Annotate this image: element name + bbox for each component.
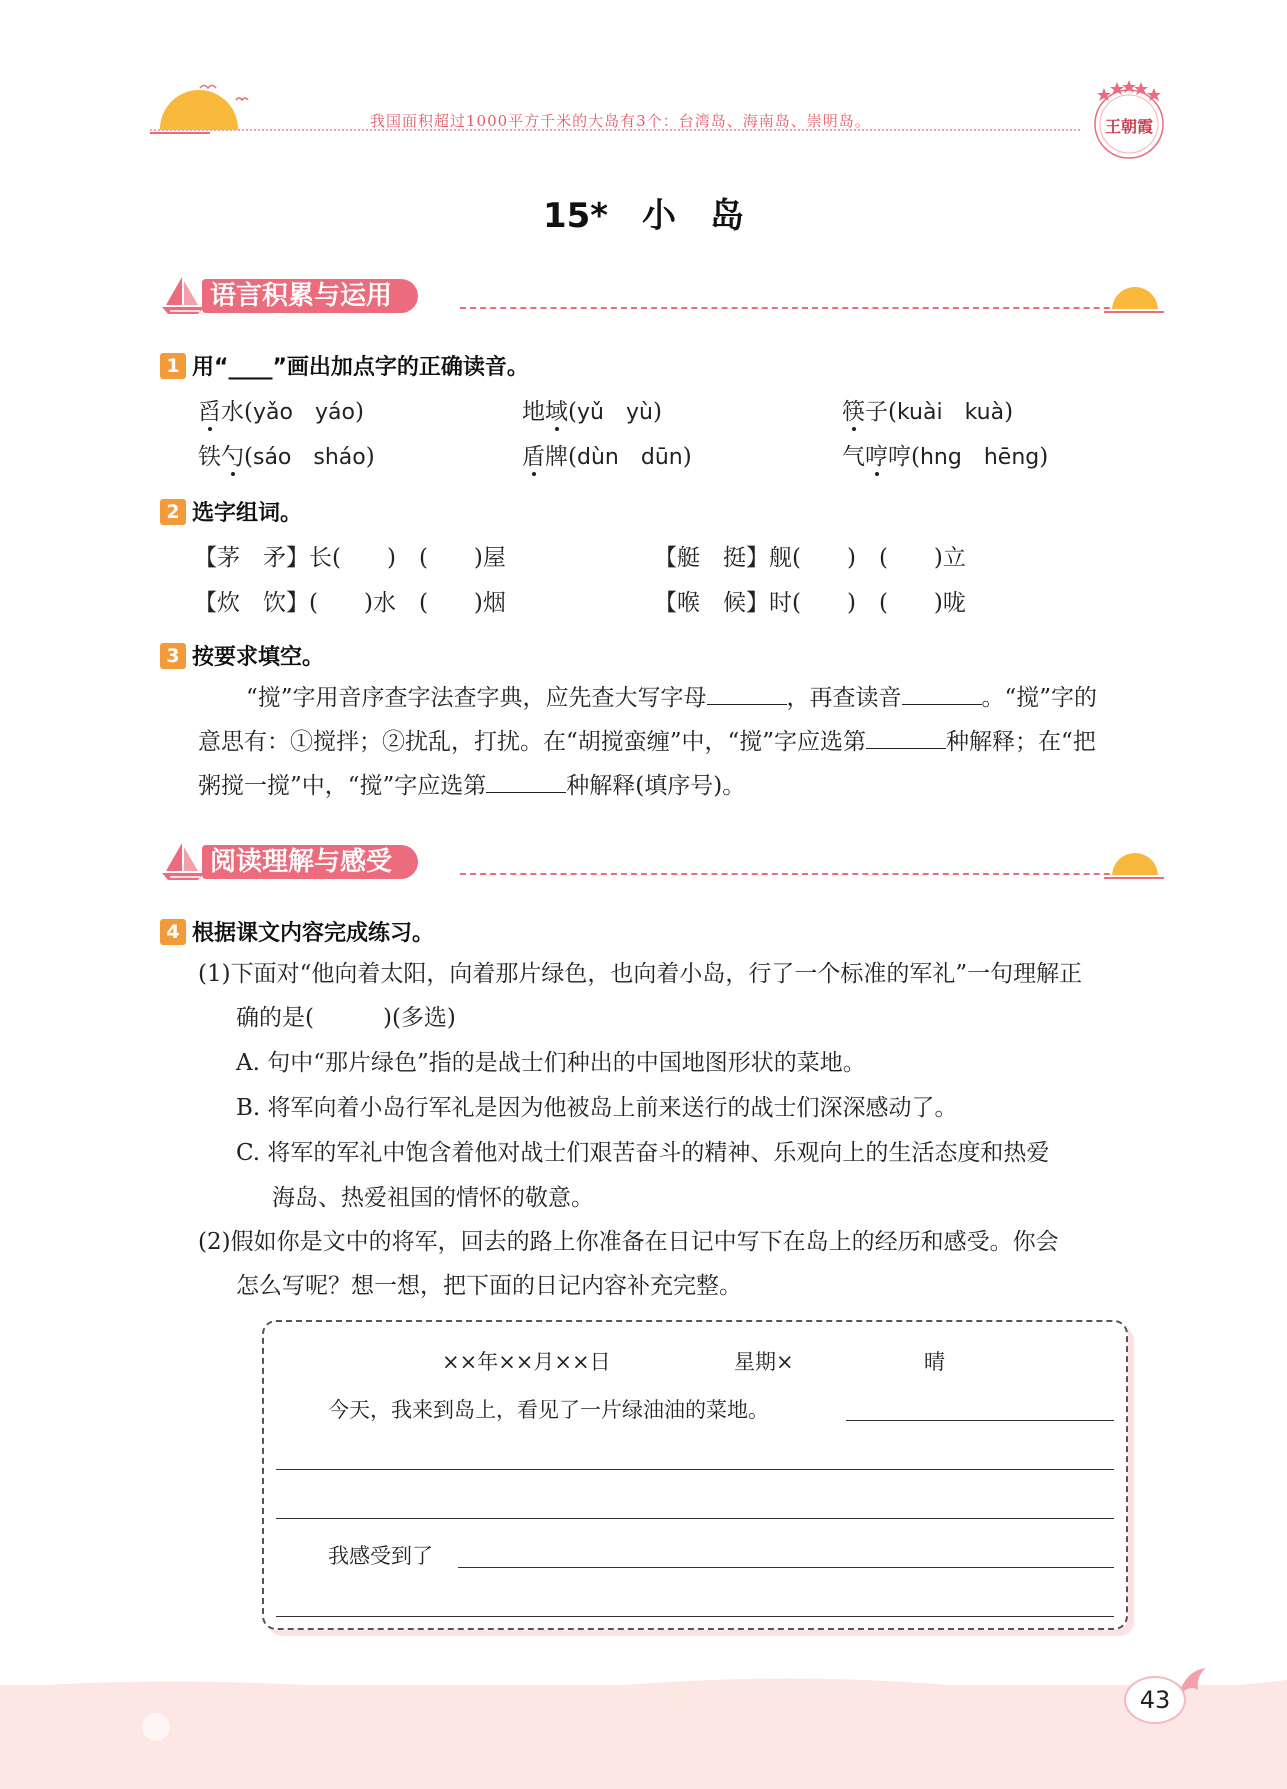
question-4-heading (160, 916, 434, 947)
section-banner-language (160, 275, 1170, 315)
lesson-title: 15* 小 岛 (542, 196, 745, 236)
question-number: 3 (160, 643, 186, 669)
word-choice-row: 【艇 挺】舰( ) ( )立 (654, 545, 966, 571)
header-sun-line (150, 132, 210, 134)
pinyin-item: 筷子(kuài kuà) (842, 399, 1014, 425)
pinyin-item: 盾牌(dùn dūn) (522, 444, 692, 470)
diary-weekday: 星期× (734, 1350, 794, 1374)
diary-feel-label: 我感受到了 (328, 1544, 433, 1568)
q3-line-3: 粥搅一搅”中，“搅”字应选第 种解释(填序号)。 (198, 773, 746, 799)
diary-box (262, 1320, 1128, 1630)
diary-writing-line[interactable] (276, 1469, 1114, 1470)
bubble-decoration (140, 1705, 200, 1745)
pinyin-item: 铁勺(sáo sháo) (198, 444, 375, 470)
question-prompt: 用“____”画出加点字的正确读音。 (192, 355, 529, 380)
diary-weather: 晴 (924, 1350, 945, 1374)
answer-blank[interactable] (486, 775, 566, 793)
option-a: A. 句中“那片绿色”指的是战士们种出的中国地图形状的菜地。 (236, 1050, 866, 1076)
q3-line-2: 意思有：①搅拌；②扰乱，打扰。在“胡搅蛮缠”中，“搅”字应选第 种解释；在“把 (198, 729, 1096, 755)
question-prompt: 按要求填空。 (192, 645, 325, 670)
publisher-logo (1090, 78, 1168, 166)
q4-part1-stem: (1)下面对“他向着太阳，向着那片绿色，也向着小岛，行了一个标准的军礼”一句理解正 (198, 961, 1083, 987)
section-banner-reading (160, 841, 1170, 881)
diary-writing-line[interactable] (846, 1420, 1114, 1421)
question-number: 4 (160, 919, 186, 945)
pinyin-item: 舀水(yǎo yáo) (198, 399, 364, 425)
diary-writing-line[interactable] (276, 1518, 1114, 1519)
answer-blank[interactable] (707, 687, 787, 705)
question-prompt: 选字组词。 (192, 501, 303, 526)
bird-icon (196, 80, 256, 110)
option-b: B. 将军向着小岛行军礼是因为他被岛上前来送行的战士们深深感动了。 (236, 1095, 958, 1121)
diary-writing-line[interactable] (458, 1567, 1114, 1568)
option-c: C. 将军的军礼中饱含着他对战士们艰苦奋斗的精神、乐观向上的生活态度和热爱 (236, 1140, 1050, 1166)
page-number: 43 (1124, 1676, 1186, 1724)
diary-line-1: 今天，我来到岛上，看见了一片绿油油的菜地。 (328, 1398, 769, 1422)
pinyin-item: 地域(yǔ yù) (522, 399, 662, 425)
word-choice-row: 【喉 候】时( ) ( )咙 (654, 590, 966, 616)
q4-part2-stem: (2)假如你是文中的将军，回去的路上你准备在日记中写下在岛上的经历和感受。你会 (198, 1229, 1059, 1255)
question-number: 2 (160, 499, 186, 525)
word-choice-row: 【炊 饮】( )水 ( )烟 (194, 590, 506, 616)
question-1-heading (160, 350, 529, 381)
header-fact: 我国面积超过1000平方千米的大岛有3个：台湾岛、海南岛、崇明岛。 (370, 112, 871, 130)
pinyin-item: 气哼哼(hng hēng) (842, 444, 1049, 470)
question-2-heading (160, 496, 302, 527)
section-title-reading: 阅读理解与感受 (202, 845, 418, 879)
question-prompt: 根据课文内容完成练习。 (192, 921, 435, 946)
word-choice-row: 【茅 矛】长( ) ( )屋 (194, 545, 506, 571)
svg-text:王朝霞: 王朝霞 (1104, 117, 1154, 136)
q4-part2-stem-cont: 怎么写呢？想一想，把下面的日记内容补充完整。 (236, 1273, 742, 1299)
answer-blank[interactable] (866, 731, 946, 749)
diary-writing-line[interactable] (276, 1616, 1114, 1617)
q3-line-1: “搅”字用音序查字法查字典，应先查大写字母 ，再查读音 。“搅”字的 (246, 685, 1098, 711)
diary-date: ××年××月××日 (442, 1350, 611, 1374)
question-3-heading (160, 640, 324, 671)
q4-part1-stem-cont: 确的是( )(多选) (236, 1005, 456, 1031)
option-c-cont: 海岛、热爱祖国的情怀的敬意。 (272, 1185, 594, 1211)
answer-blank[interactable] (902, 687, 982, 705)
question-number: 1 (160, 353, 186, 379)
section-title-language: 语言积累与运用 (202, 279, 418, 313)
